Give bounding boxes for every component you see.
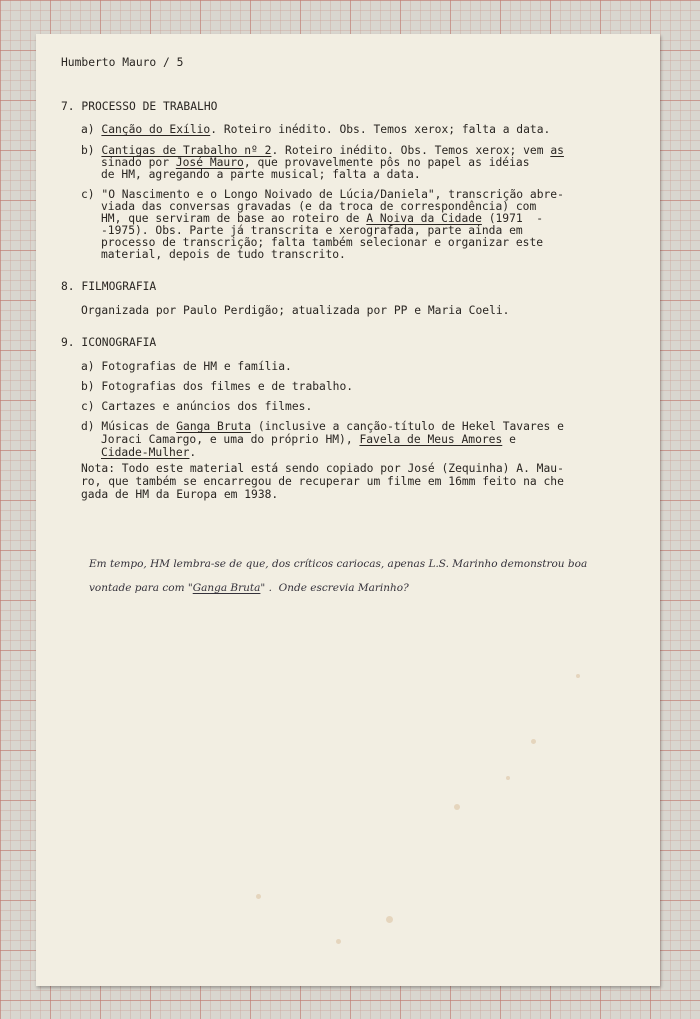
item-7c-line-2: viada das conversas gravadas (e da troca de correspondência) com bbox=[101, 200, 537, 213]
item-7c-line-4: -1975). Obs. Parte já transcrita e xerografada, parte ainda em bbox=[101, 224, 523, 237]
paper-stain bbox=[506, 776, 510, 780]
item-7a: a) Canção do Exílio. Roteiro inédito. Obs. Temos xerox; falta a data. bbox=[81, 123, 551, 136]
paper-stain bbox=[531, 739, 536, 744]
section-9-title: 9. ICONOGRAFIA bbox=[61, 336, 157, 349]
handwritten-note-line-2: vontade para com "Ganga Bruta" . Onde escrevia Marinho? bbox=[89, 582, 409, 594]
nota-line-1: Nota: Todo este material está sendo copiado por José (Zequinha) A. Mau- bbox=[81, 462, 564, 475]
paper-stain bbox=[576, 674, 580, 678]
item-9d-line-3: Cidade-Mulher. bbox=[101, 446, 197, 459]
item-7b-line-2: sinado por José Mauro, que provavelmente pôs no papel as idéias bbox=[101, 156, 530, 169]
paper-stain bbox=[454, 804, 460, 810]
item-7b-line-3: de HM, agregando a parte musical; falta a data. bbox=[101, 168, 421, 181]
paper-stain bbox=[336, 939, 341, 944]
item-7c-line-5: processo de transcrição; falta também selecionar e organizar este bbox=[101, 236, 544, 249]
item-7b-line-1: b) Cantigas de Trabalho nº 2. Roteiro inédito. Obs. Temos xerox; vem as bbox=[81, 144, 564, 157]
section-7-title: 7. PROCESSO DE TRABALHO bbox=[61, 100, 218, 113]
section-8-text: Organizada por Paulo Perdigão; atualizada por PP e Maria Coeli. bbox=[81, 304, 510, 317]
item-7c-line-6: material, depois de tudo transcrito. bbox=[101, 248, 346, 261]
section-8-title: 8. FILMOGRAFIA bbox=[61, 280, 157, 293]
item-9a: a) Fotografias de HM e família. bbox=[81, 360, 292, 373]
item-7c-line-1: c) "O Nascimento e o Longo Noivado de Lúcia/Daniela", transcrição abre- bbox=[81, 188, 564, 201]
page-header: Humberto Mauro / 5 bbox=[61, 56, 184, 69]
handwritten-note-line-1: Em tempo, HM lembra-se de que, dos críticos cariocas, apenas L.S. Marinho demonstrou boa bbox=[89, 558, 588, 570]
typed-page bbox=[36, 34, 660, 986]
paper-stain bbox=[256, 894, 261, 899]
paper-stain bbox=[386, 916, 393, 923]
item-9d-line-2: Joraci Camargo, e uma do próprio HM), Favela de Meus Amores e bbox=[101, 433, 516, 446]
nota-line-3: gada de HM da Europa em 1938. bbox=[81, 488, 279, 501]
nota-line-2: ro, que também se encarregou de recuperar um filme em 16mm feito na che bbox=[81, 475, 564, 488]
item-7c-line-3: HM, que serviram de base ao roteiro de A Noiva da Cidade (1971 - bbox=[101, 212, 544, 225]
item-9c: c) Cartazes e anúncios dos filmes. bbox=[81, 400, 313, 413]
item-9d-line-1: d) Músicas de Ganga Bruta (inclusive a canção-título de Hekel Tavares e bbox=[81, 420, 564, 433]
item-9b: b) Fotografias dos filmes e de trabalho. bbox=[81, 380, 354, 393]
